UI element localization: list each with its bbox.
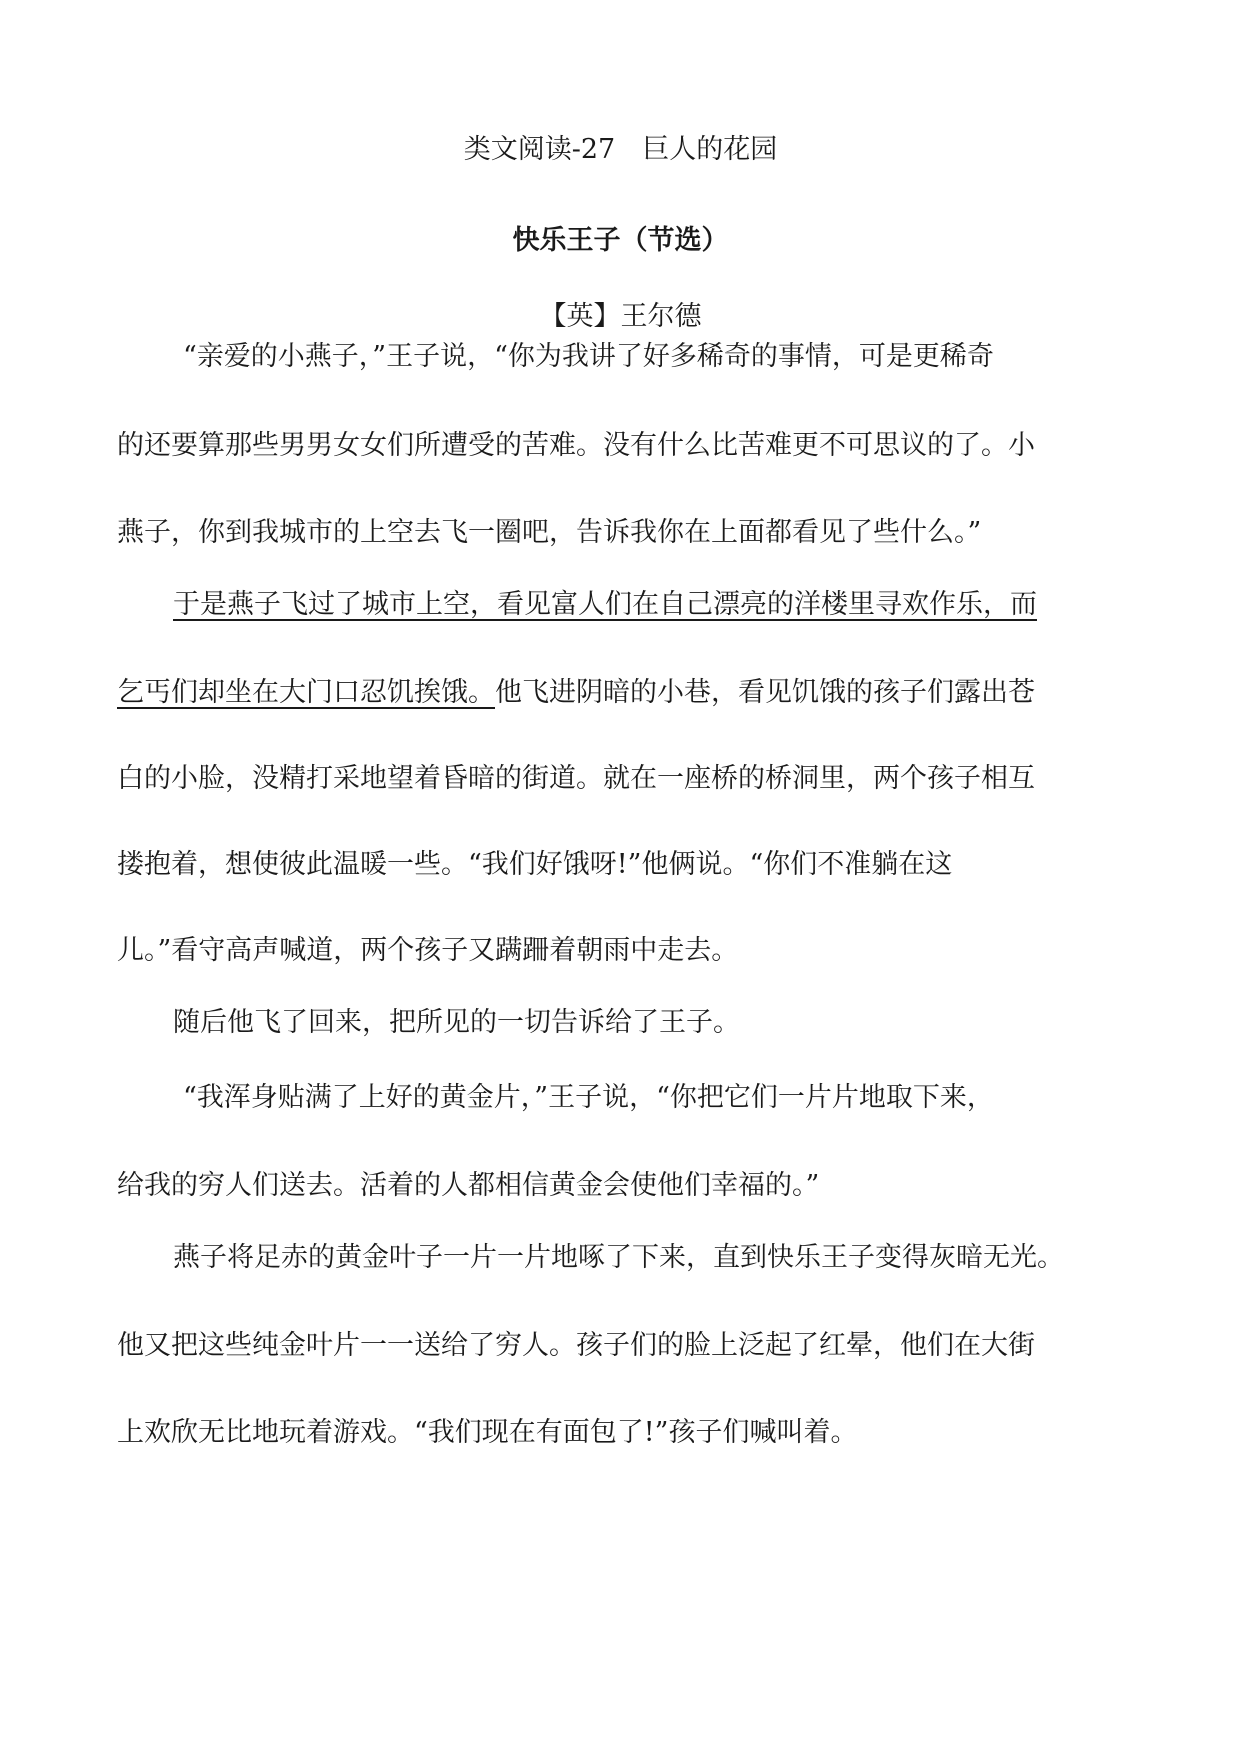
paragraph-line: 上欢欣无比地玩着游戏。“我们现在有面包了!”孩子们喊叫着。: [117, 1417, 858, 1448]
paragraph-line: [117, 675, 1035, 711]
underlined-sentence-line: 于是燕子飞过了城市上空，看见富人们在自己漂亮的洋楼里寻欢作乐，而: [173, 589, 1037, 620]
paragraph-line: 他又把这些纯金叶片一一送给了穷人。孩子们的脸上泛起了红晕，他们在大街: [117, 1330, 1035, 1361]
paragraph-line: 随后他飞了回来，把所见的一切告诉给了王子。: [173, 1007, 740, 1038]
sentence-continuation: 他飞进阴暗的小巷，看见饥饿的孩子们露出苍: [495, 677, 1035, 708]
paragraph-line: 燕子，你到我城市的上空去飞一圈吧，告诉我你在上面都看见了些什么。”: [117, 517, 982, 548]
underlined-sentence-end: 乞丐们却坐在大门口忍饥挨饿。: [117, 677, 495, 708]
article-title: 快乐王子（节选）: [512, 225, 729, 256]
paragraph-line: 儿。”看守高声喊道，两个孩子又蹒跚着朝雨中走去。: [117, 935, 739, 966]
paragraph-line: 给我的穷人们送去。活着的人都相信黄金会使他们幸福的。”: [117, 1170, 820, 1201]
article-author: 【英】王尔德: [539, 301, 702, 332]
paragraph-line: 燕子将足赤的黄金叶子一片一片地啄了下来，直到快乐王子变得灰暗无光。: [173, 1242, 1064, 1273]
paragraph-line: 的还要算那些男男女女们所遭受的苦难。没有什么比苦难更不可思议的了。小: [117, 430, 1035, 461]
paragraph-line: 搂抱着，想使彼此温暖一些。“我们好饿呀!”他俩说。“你们不准躺在这: [117, 849, 953, 880]
paragraph-line: “亲爱的小燕子，”王子说，“你为我讲了好多稀奇的事情，可是更稀奇: [183, 341, 994, 372]
paragraph-line: 白的小脸，没精打采地望着昏暗的街道。就在一座桥的桥洞里，两个孩子相互: [117, 763, 1035, 794]
page-title: 类文阅读-27 巨人的花园: [463, 134, 778, 165]
paragraph-line: “我浑身贴满了上好的黄金片，”王子说，“你把它们一片片地取下来，: [183, 1082, 994, 1113]
